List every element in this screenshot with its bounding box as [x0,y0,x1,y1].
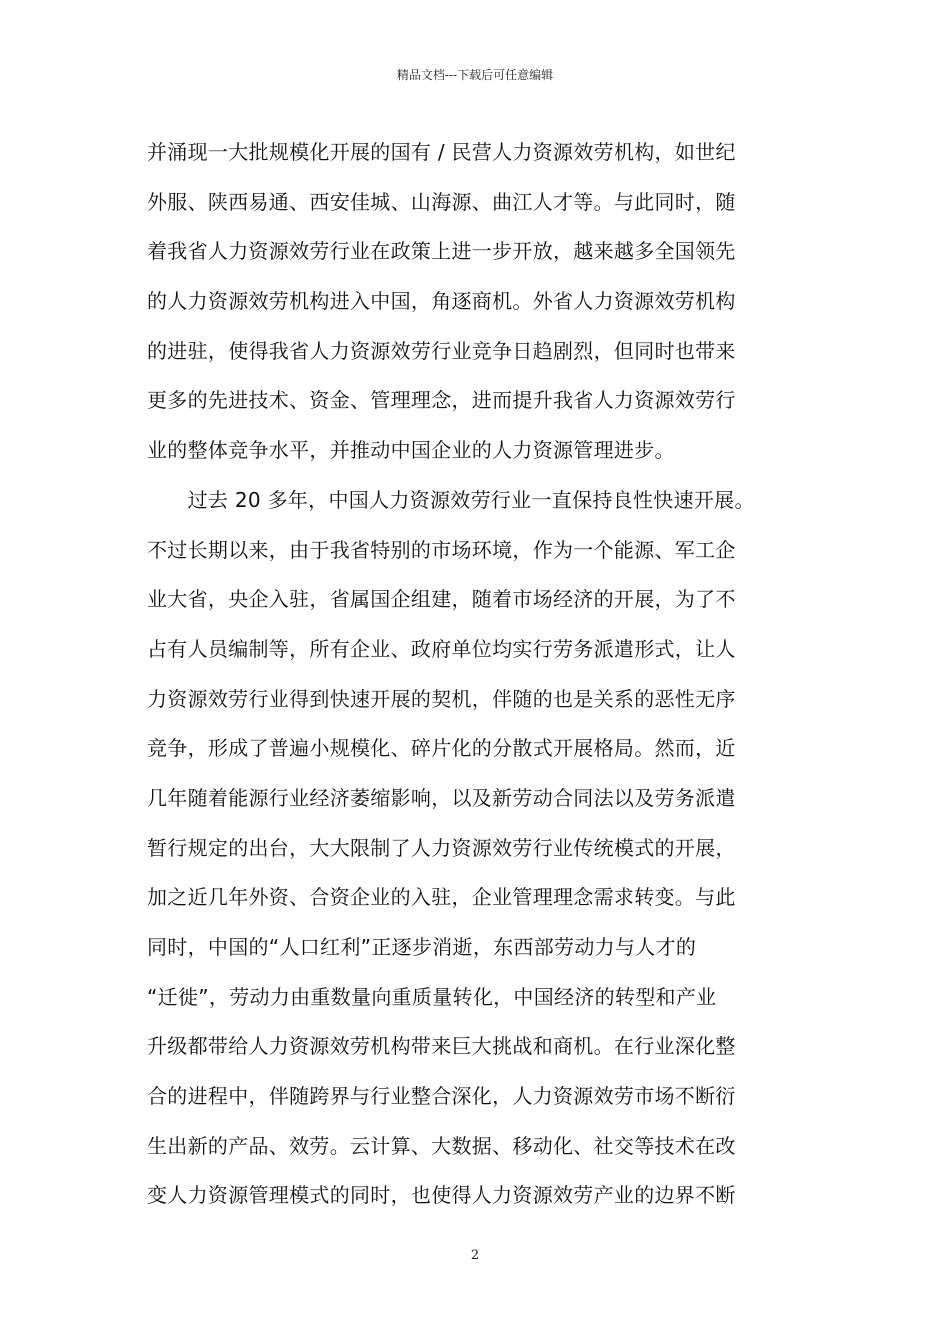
text-line: 合的进程中，伴随跨界与行业整合深化，人力资源效劳市场不断衍 [147,1084,736,1109]
text-line: 生出新的产品、效劳。云计算、大数据、移动化、社交等技术在改 [147,1133,736,1158]
page-header: 精品文档---下载后可任意编辑 [396,68,554,82]
document-body [147,134,837,1227]
text-line: 竞争，形成了普遍小规模化、碎片化的分散式开展格局。然而，近 [147,736,736,761]
text-line: 力资源效劳行业得到快速开展的契机，伴随的也是关系的恶性无序 [147,686,736,711]
text-line: 占有人员编制等，所有企业、政府单位均实行劳务派遣形式，让人 [147,636,736,661]
text-line: 不过长期以来，由于我省特别的市场环境，作为一个能源、军工企 [147,537,736,562]
text-line: 业的整体竞争水平，并推动中国企业的人力资源管理进步。 [147,438,675,463]
text-line: 升级都带给人力资源效劳机构带来巨大挑战和商机。在行业深化整 [147,1034,736,1059]
text-line: 的进驻，使得我省人力资源效劳行业竞争日趋剧烈，但同时也带来 [147,338,736,363]
paragraph-start-line: 过去 20 多年，中国人力资源效劳行业一直保持良性快速开展。 [147,487,755,512]
text-line: 着我省人力资源效劳行业在政策上进一步开放，越来越多全国领先 [147,239,736,264]
text-line: 同时，中国的“人口红利”正逐步消逝，东西部劳动力与人才的 [147,935,697,959]
text-line: 加之近几年外资、合资企业的入驻，企业管理理念需求转变。与此 [147,885,736,910]
text-line: 变人力资源管理模式的同时，也使得人力资源效劳产业的边界不断 [147,1183,736,1208]
text-line: 外服、陕西易通、西安佳城、山海源、曲江人才等。与此同时，随 [147,189,736,214]
text-line: 暂行规定的出台，大大限制了人力资源效劳行业传统模式的开展， [147,835,736,860]
text-line: 业大省，央企入驻，省属国企组建，随着市场经济的开展，为了不 [147,587,736,612]
text-line: 更多的先进技术、资金、管理理念，进而提升我省人力资源效劳行 [147,388,736,413]
text-line: 几年随着能源行业经济萎缩影响，以及新劳动合同法以及劳务派遣 [147,785,736,810]
text-line: 的人力资源效劳机构进入中国，角逐商机。外省人力资源效劳机构 [147,289,736,314]
page-number: 2 [470,1248,480,1263]
text-line: 并涌现一大批规模化开展的国有 / 民营人力资源效劳机构，如世纪 [147,140,736,164]
text-line: “迁徙”，劳动力由重数量向重质量转化，中国经济的转型和产业 [147,984,717,1009]
